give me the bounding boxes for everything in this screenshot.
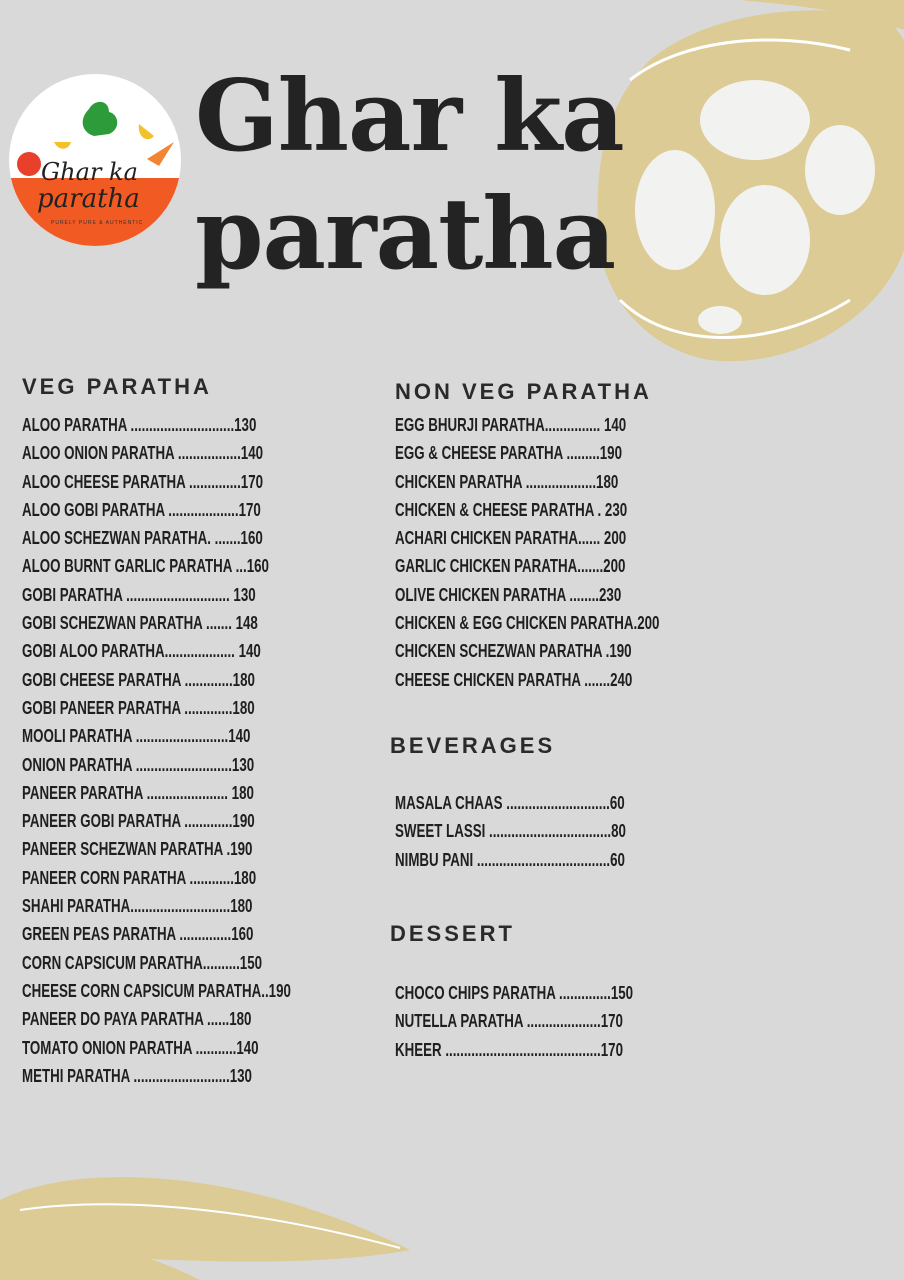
menu-item: CHEESE CORN CAPSICUM PARATHA..190 bbox=[22, 980, 291, 1001]
menu-item: PANEER GOBI PARATHA .............190 bbox=[22, 811, 255, 832]
leaf-illustration bbox=[0, 1160, 420, 1280]
veg-heading: VEG PARATHA bbox=[22, 374, 212, 399]
menu-item: EGG & CHEESE PARATHA .........190 bbox=[395, 443, 622, 464]
menu-item: GARLIC CHICKEN PARATHA.......200 bbox=[395, 556, 626, 577]
menu-item: ACHARI CHICKEN PARATHA...... 200 bbox=[395, 528, 627, 549]
menu-item: CHICKEN SCHEZWAN PARATHA .190 bbox=[395, 641, 632, 662]
menu-item: ALOO GOBI PARATHA ...................170 bbox=[22, 499, 261, 520]
logo-text-line2: paratha bbox=[37, 184, 140, 214]
menu-item: GOBI ALOO PARATHA................... 140 bbox=[22, 641, 261, 662]
veg-list bbox=[22, 411, 385, 1090]
menu-item: METHI PARATHA ..........................130 bbox=[22, 1065, 252, 1086]
title-line2: paratha bbox=[195, 177, 616, 292]
menu-item: ALOO ONION PARATHA .................140 bbox=[22, 443, 264, 464]
menu-item: GREEN PEAS PARATHA ..............160 bbox=[22, 924, 254, 945]
dessert-heading: DESSERT bbox=[390, 921, 515, 946]
logo bbox=[9, 74, 181, 246]
paratha-illustration bbox=[590, 0, 904, 370]
menu-item: PANEER DO PAYA PARATHA ......180 bbox=[22, 1009, 252, 1030]
menu-item: ALOO SCHEZWAN PARATHA. .......160 bbox=[22, 528, 263, 549]
beverages-list bbox=[395, 789, 707, 874]
menu-item: ALOO CHEESE PARATHA ..............170 bbox=[22, 471, 264, 492]
menu-item: PANEER PARATHA ...................... 180 bbox=[22, 782, 254, 803]
menu-item: CHEESE CHICKEN PARATHA .......240 bbox=[395, 669, 633, 690]
menu-item: MOOLI PARATHA .........................140 bbox=[22, 726, 251, 747]
menu-item: GOBI CHEESE PARATHA .............180 bbox=[22, 669, 255, 690]
menu-item: ALOO BURNT GARLIC PARATHA ...160 bbox=[22, 556, 269, 577]
menu-item: KHEER ..........................................170 bbox=[395, 1039, 623, 1060]
menu-item: CHICKEN & EGG CHICKEN PARATHA.200 bbox=[395, 613, 660, 634]
menu-item: OLIVE CHICKEN PARATHA ........230 bbox=[395, 584, 622, 605]
menu-item: SWEET LASSI .................................80 bbox=[395, 821, 626, 842]
menu-item: NIMBU PANI ....................................60 bbox=[395, 849, 625, 870]
menu-item: CHICKEN PARATHA ...................180 bbox=[395, 471, 619, 492]
page-title bbox=[195, 58, 624, 294]
menu-item: EGG BHURJI PARATHA............... 140 bbox=[395, 415, 627, 435]
menu-item: CHOCO CHIPS PARATHA ..............150 bbox=[395, 983, 634, 1003]
nonveg-list bbox=[395, 411, 752, 694]
title-line1: Ghar ka bbox=[195, 59, 624, 174]
menu-item: GOBI SCHEZWAN PARATHA ....... 148 bbox=[22, 613, 258, 634]
menu-item: NUTELLA PARATHA ....................170 bbox=[395, 1011, 623, 1032]
menu-item: ONION PARATHA ..........................130 bbox=[22, 754, 255, 775]
menu-item: CORN CAPSICUM PARATHA..........150 bbox=[22, 952, 263, 973]
menu-item: ALOO PARATHA ............................130 bbox=[22, 415, 257, 435]
menu-item: TOMATO ONION PARATHA ...........140 bbox=[22, 1037, 259, 1058]
beverages-heading: BEVERAGES bbox=[390, 733, 556, 758]
menu-item: GOBI PANEER PARATHA .............180 bbox=[22, 697, 255, 718]
menu-item: CHICKEN & CHEESE PARATHA . 230 bbox=[395, 499, 628, 520]
menu-item: GOBI PARATHA ............................ 130 bbox=[22, 584, 256, 605]
menu-item: PANEER SCHEZWAN PARATHA .190 bbox=[22, 839, 253, 860]
logo-text-line1: Ghar ka bbox=[41, 158, 138, 186]
menu-item: MASALA CHAAS ............................60 bbox=[395, 793, 625, 813]
menu-item: PANEER CORN PARATHA ............180 bbox=[22, 867, 257, 888]
logo-tagline: PURELY PURE & AUTHENTIC bbox=[51, 220, 144, 226]
menu-item: SHAHI PARATHA...........................180 bbox=[22, 896, 253, 917]
dessert-list bbox=[395, 979, 717, 1064]
nonveg-heading: NON VEG PARATHA bbox=[395, 379, 652, 404]
